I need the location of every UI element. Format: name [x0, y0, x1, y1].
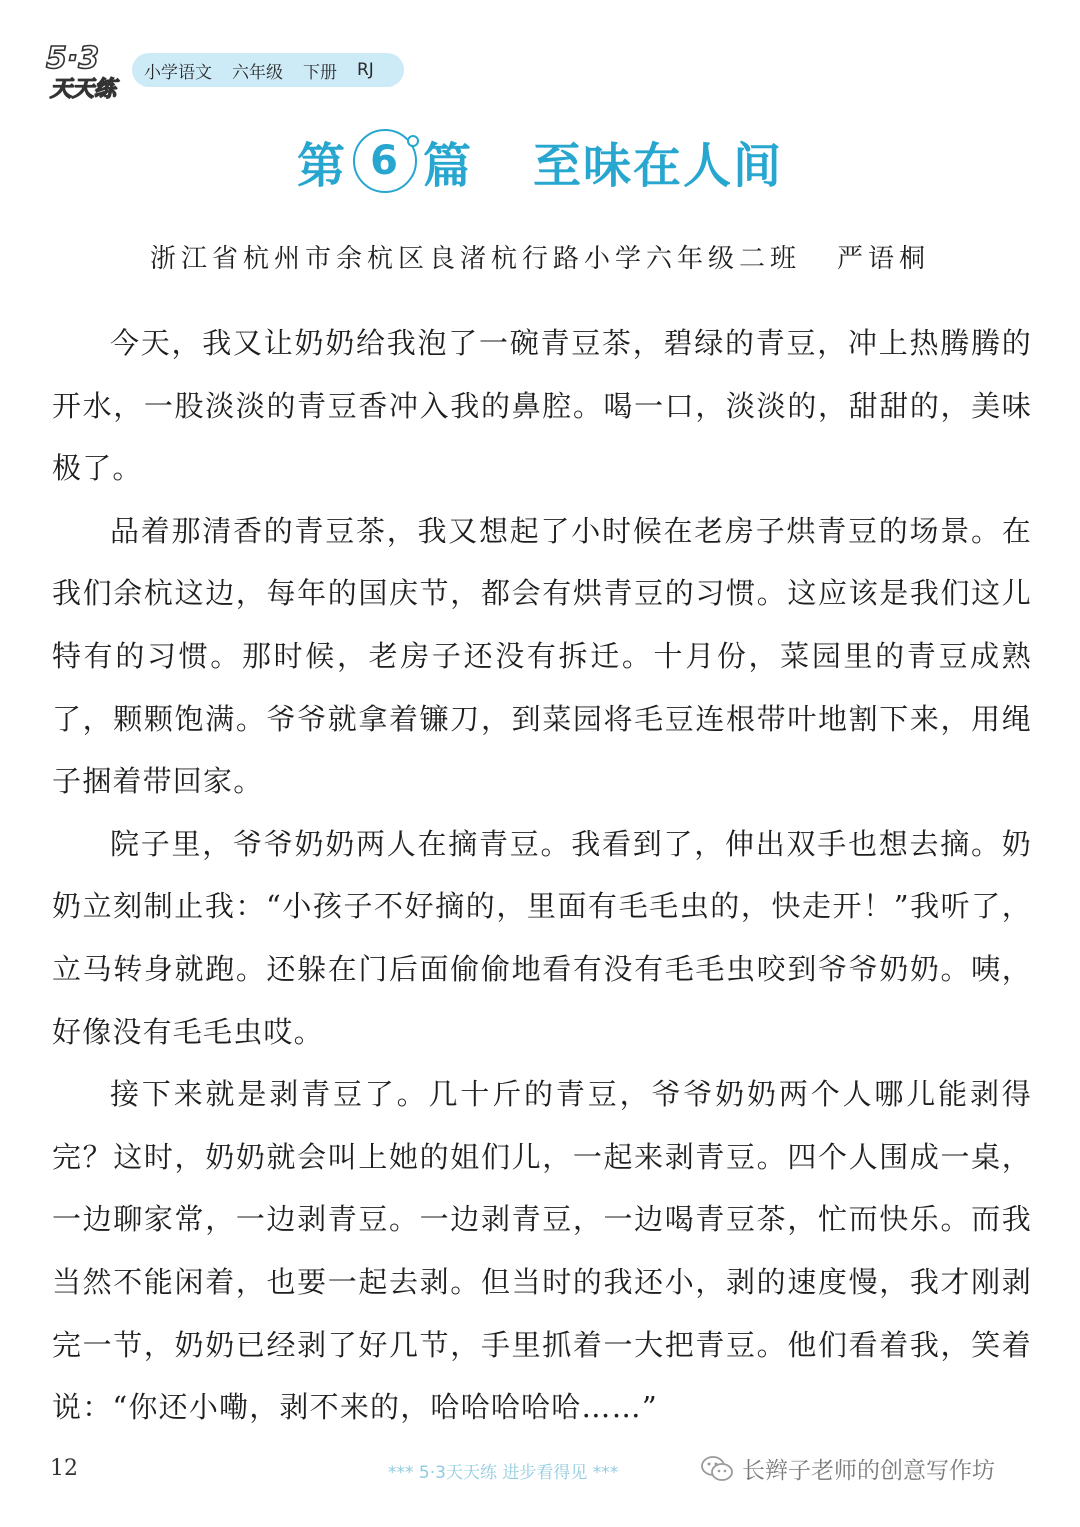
title-main: 至味在人间: [533, 137, 784, 194]
wechat-icon: [700, 1454, 734, 1484]
paragraph: 今天，我又让奶奶给我泡了一碗青豆茶，碧绿的青豆，冲上热腾腾的开水，一股淡淡的青豆香冲入我的鼻腔。喝一口，淡淡的，甜甜的，美味极了。: [52, 326, 1032, 486]
paragraph: 品着那清香的青豆茶，我又想起了小时候在老房子烘青豆的场景。在我们余杭这边，每年的国庆节，都会有烘青豆的习惯。这应该是我们这儿特有的习惯。那时候，老房子还没有拆迁。十月份，菜园里的青豆成熟了，颗颗饱满。爷爷就拿着镰刀，到菜园将毛豆连根带叶地割下来，用绳子捆着带回家。: [52, 513, 1032, 799]
title-prefix: 第: [296, 137, 347, 194]
author-school: 浙江省杭州市余杭区良渚杭行路小学六年级二班: [149, 244, 801, 274]
author-name: 严语桐: [837, 244, 931, 274]
header-edition: RJ: [357, 60, 374, 80]
svg-text:5·3: 5·3: [46, 41, 100, 76]
essay-body: [52, 312, 1032, 1439]
watermark: [700, 1452, 995, 1485]
page-title: [0, 126, 1080, 196]
header-subject: 小学语文: [144, 62, 212, 83]
title-number: 6: [353, 129, 417, 193]
author-line: [0, 238, 1080, 275]
paragraph: 院子里，爷爷奶奶两人在摘青豆。我看到了，伸出双手也想去摘。奶奶立刻制止我：“小孩子不好摘的，里面有毛毛虫的，快走开！”我听了，立马转身就跑。还躲在门后面偷偷地看有没有毛毛虫咬到爷爷奶奶。咦，好像没有毛毛虫哎。: [52, 826, 1032, 1049]
logo: [40, 36, 124, 106]
paragraph: 接下来就是剥青豆了。几十斤的青豆，爷爷奶奶两个人哪儿能剥得完？这时，奶奶就会叫上她的姐们儿，一起来剥青豆。四个人围成一桌，一边聊家常，一边剥青豆。一边剥青豆，一边喝青豆茶，忙而快乐。而我当然不能闲着，也要一起去剥。但当时的我还小，剥的速度慢，我才刚剥完一节，奶奶已经剥了好几节，手里抓着一大把青豆。他们看着我，笑着说：“你还小嘞，剥不来的，哈哈哈哈哈……”: [52, 1077, 1032, 1425]
header-bar: [132, 53, 404, 87]
watermark-text: 长辫子老师的创意写作坊: [742, 1458, 995, 1484]
header-volume: 下册: [303, 62, 337, 83]
svg-text:天天练: 天天练: [50, 77, 117, 102]
header-grade: 六年级: [232, 62, 283, 83]
page-number: 12: [50, 1456, 78, 1481]
title-suffix: 篇: [422, 137, 473, 194]
logo-graphic: [40, 36, 124, 106]
footer-slogan: *** 5·3天天练 进步看得见 ***: [388, 1463, 619, 1483]
